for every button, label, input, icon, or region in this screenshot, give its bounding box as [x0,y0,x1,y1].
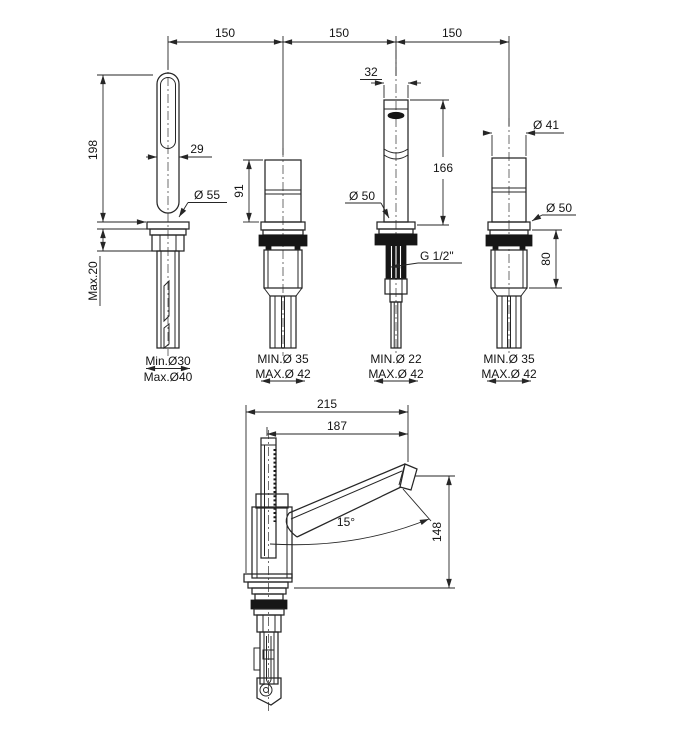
dimension-chain-top [168,26,509,155]
side-view-dimensions [246,397,455,588]
dim-under-deck: 80 [539,252,553,266]
dim-shower-height: 198 [86,139,100,161]
dim-spout-outlet-height: 148 [430,521,444,543]
mixer-side-view [244,438,417,705]
label-hole-max: MAX.Ø 42 [481,367,537,381]
label-hole-max: MAX.Ø 42 [255,367,311,381]
dim-overall-projection: 215 [316,397,338,411]
label-hole-min: MIN.Ø 35 [483,352,535,366]
label-hole-max: Max.Ø40 [143,370,193,384]
dim-tube-diameter: 32 [364,65,378,79]
dim-spout-height: 166 [432,161,454,175]
dim-spacing-1: 150 [214,26,236,40]
label-hole-min: MIN.Ø 35 [257,352,309,366]
dim-body-diameter: Ø 41 [532,118,560,132]
label-hole-max: MAX.Ø 42 [368,367,424,381]
dim-escutcheon-50: Ø 50 [545,201,573,215]
dim-body-height: 91 [232,184,246,198]
label-hole-min: MIN.Ø 22 [370,352,422,366]
dim-spout-angle: 15° [336,515,356,529]
dim-head-width: 29 [190,142,204,156]
dim-thread: G 1/2" [420,249,454,263]
dim-spout-projection: 187 [326,419,348,433]
spout-dimensions [345,65,462,381]
label-hole-min: Min.Ø30 [145,354,191,368]
centerlines [168,50,509,712]
dim-spacing-2: 150 [328,26,350,40]
dim-spacing-3: 150 [441,26,463,40]
dim-escutcheon-55: Ø 55 [193,188,221,202]
dim-escutcheon-50: Ø 50 [348,189,376,203]
dim-max-deck: Max.20 [86,261,100,301]
